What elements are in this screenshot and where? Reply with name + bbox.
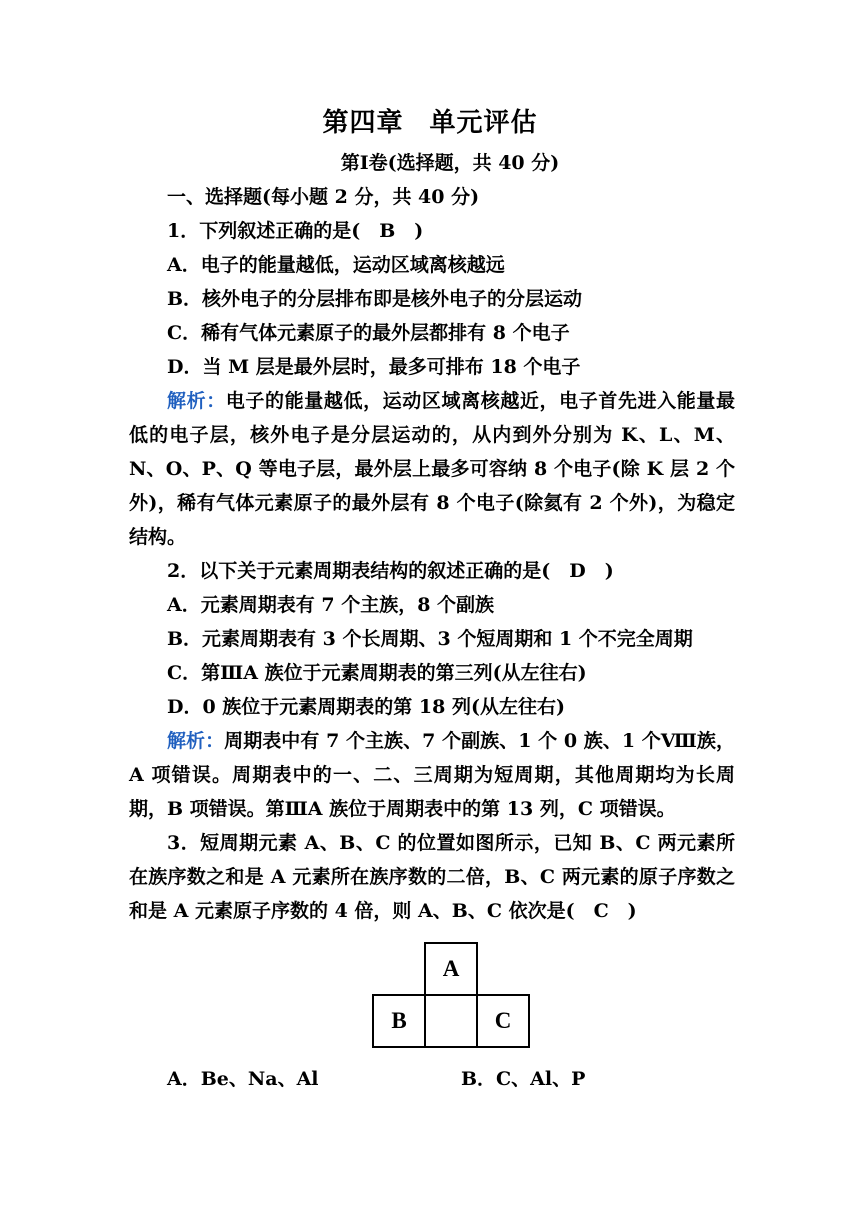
- q1-analysis-tag: 解析：: [167, 390, 226, 412]
- q2-option-d: D．0 族位于元素周期表的第 18 列(从左往右): [167, 696, 565, 718]
- volume-subtitle: 第Ⅰ卷(选择题，共 40 分): [340, 152, 560, 174]
- q1-option-c: C．稀有气体元素原子的最外层都排有 8 个电子: [167, 322, 570, 344]
- q2-option-b: B．元素周期表有 3 个长周期、3 个短周期和 1 个不完全周期: [167, 628, 693, 650]
- q2-analysis-tag: 解析：: [167, 730, 225, 752]
- periodic-position-diagram: [372, 942, 529, 1047]
- chapter-title: [0, 102, 860, 139]
- q1-option-a: A．电子的能量越低，运动区域离核越远: [167, 254, 505, 276]
- q1-option-d: D．当 M 层是最外层时，最多可排布 18 个电子: [167, 356, 581, 378]
- chapter-title-right: 单元评估: [429, 108, 538, 138]
- q2-stem: 2．以下关于元素周期表结构的叙述正确的是( D ): [167, 560, 614, 582]
- q1-stem: 1．下列叙述正确的是( B ): [167, 220, 424, 242]
- q1-analysis: [129, 384, 735, 554]
- q2-option-a: A．元素周期表有 7 个主族，8 个副族: [167, 594, 495, 616]
- grid-cell-a: A: [424, 942, 478, 996]
- grid-cell-empty: [424, 994, 478, 1048]
- q1-analysis-text: 电子的能量越低，运动区域离核越近，电子首先进入能量最低的电子层，核外电子是分层运动的，从内到外分别为 K、L、M、N、O、P、Q 等电子层，最外层上最多可容纳 8 个电子(除 K 层 2 个外)，稀有气体元素原子的最外层有 8 个电子(除氦有 2 个外)，为稳定结构。: [129, 390, 735, 548]
- q3-stem: 3．短周期元素 A、B、C 的位置如图所示，已知 B、C 两元素所在族序数之和是 A 元素所在族序数的二倍，B、C 两元素的原子序数之和是 A 元素原子序数的 4 倍，则 A、B、C 依次是( C ): [129, 832, 735, 922]
- q3-option-b: B．C、Al、P: [461, 1068, 586, 1090]
- chapter-title-left: 第四章: [322, 108, 404, 138]
- q1-option-b: B．核外电子的分层排布即是核外电子的分层运动: [167, 288, 583, 310]
- q2-analysis: [129, 724, 735, 826]
- grid-cell-b: B: [372, 994, 426, 1048]
- q2-option-c: C．第ⅢA 族位于元素周期表的第三列(从左往右): [167, 662, 587, 684]
- question-body: [129, 180, 735, 928]
- q3-option-a: A．Be、Na、Al: [167, 1068, 319, 1090]
- q2-analysis-text: 周期表中有 7 个主族、7 个副族、1 个 0 族、1 个Ⅷ族，A 项错误。周期表中的一、二、三周期为短周期，其他周期均为长周期，B 项错误。第ⅢA 族位于周期表中的第 13 列，C 项错误。: [129, 730, 735, 820]
- grid-cell-c: C: [476, 994, 530, 1048]
- section-heading: 一、选择题(每小题 2 分，共 40 分): [167, 186, 480, 208]
